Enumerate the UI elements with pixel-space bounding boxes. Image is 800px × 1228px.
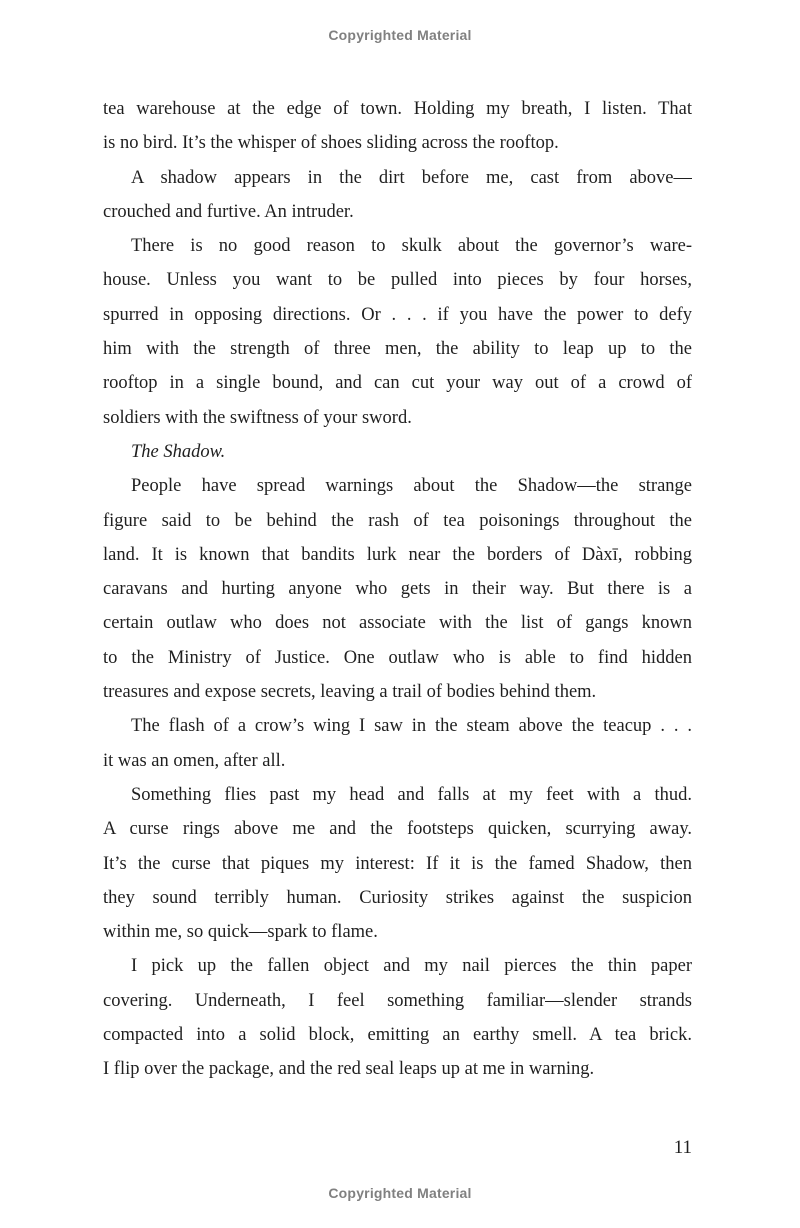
text-line: A shadow appears in the dirt before me, cast from above— bbox=[131, 167, 692, 188]
text-line: I flip over the package, and the red seal leaps up at me in warning. bbox=[103, 1059, 595, 1080]
text-line: land. It is known that bandits lurk near the borders of Dàxī, robbing bbox=[103, 544, 692, 565]
text-line: rooftop in a single bound, and can cut your way out of a crowd of bbox=[103, 373, 692, 394]
text-line: treasures and expose secrets, leaving a trail of bodies behind them. bbox=[103, 682, 597, 703]
text-line: A curse rings above me and the footsteps quicken, scurrying away. bbox=[103, 819, 692, 840]
text-line: caravans and hurting anyone who gets in their way. But there is a bbox=[103, 579, 692, 600]
text-line: crouched and furtive. An intruder. bbox=[103, 201, 354, 222]
text-line: it was an omen, after all. bbox=[103, 750, 286, 771]
paragraph bbox=[103, 435, 692, 469]
text-line: house. Unless you want to be pulled into pieces by four horses, bbox=[103, 270, 692, 291]
text-line: compacted into a solid block, emitting an earthy smell. A tea brick. bbox=[103, 1025, 692, 1046]
text-line: figure said to be behind the rash of tea poisonings throughout the bbox=[103, 510, 692, 531]
paragraph bbox=[103, 229, 692, 435]
paragraph bbox=[103, 92, 692, 161]
text-line: People have spread warnings about the Shadow—the strange bbox=[131, 476, 692, 497]
text-line: Something flies past my head and falls at my feet with a thud. bbox=[131, 784, 692, 805]
paragraph bbox=[103, 778, 692, 949]
page-text bbox=[103, 92, 692, 1087]
copyright-notice-top: Copyrighted Material bbox=[328, 27, 472, 43]
paragraph bbox=[103, 949, 692, 1086]
text-line: I pick up the fallen object and my nail pierces the thin paper bbox=[131, 956, 692, 977]
text-line: covering. Underneath, I feel something familiar—slender strands bbox=[103, 990, 692, 1011]
text-line: There is no good reason to skulk about the governor’s ware- bbox=[131, 236, 692, 257]
page-number: 11 bbox=[673, 1137, 692, 1158]
text-line: It’s the curse that piques my interest: If it is the famed Shadow, then bbox=[103, 853, 692, 874]
paragraph bbox=[103, 161, 692, 230]
text-line: they sound terribly human. Curiosity strikes against the suspicion bbox=[103, 887, 692, 908]
text-line: within me, so quick—spark to flame. bbox=[103, 922, 378, 943]
paragraph bbox=[103, 469, 692, 709]
text-line: tea warehouse at the edge of town. Holding my breath, I listen. That bbox=[103, 99, 692, 119]
text-line: soldiers with the swiftness of your sword. bbox=[103, 407, 412, 428]
paragraph bbox=[103, 709, 692, 778]
text-line: certain outlaw who does not associate with the list of gangs known bbox=[103, 613, 692, 634]
text-line: is no bird. It’s the whisper of shoes sliding across the rooftop. bbox=[103, 133, 559, 154]
text-line: The flash of a crow’s wing I saw in the steam above the teacup . . . bbox=[131, 716, 692, 737]
text-line: The Shadow. bbox=[131, 441, 226, 462]
copyright-notice-bottom: Copyrighted Material bbox=[328, 1185, 472, 1201]
text-line: him with the strength of three men, the ability to leap up to the bbox=[103, 339, 692, 360]
text-line: spurred in opposing directions. Or . . . if you have the power to defy bbox=[103, 304, 692, 325]
text-line: to the Ministry of Justice. One outlaw who is able to find hidden bbox=[103, 647, 692, 668]
